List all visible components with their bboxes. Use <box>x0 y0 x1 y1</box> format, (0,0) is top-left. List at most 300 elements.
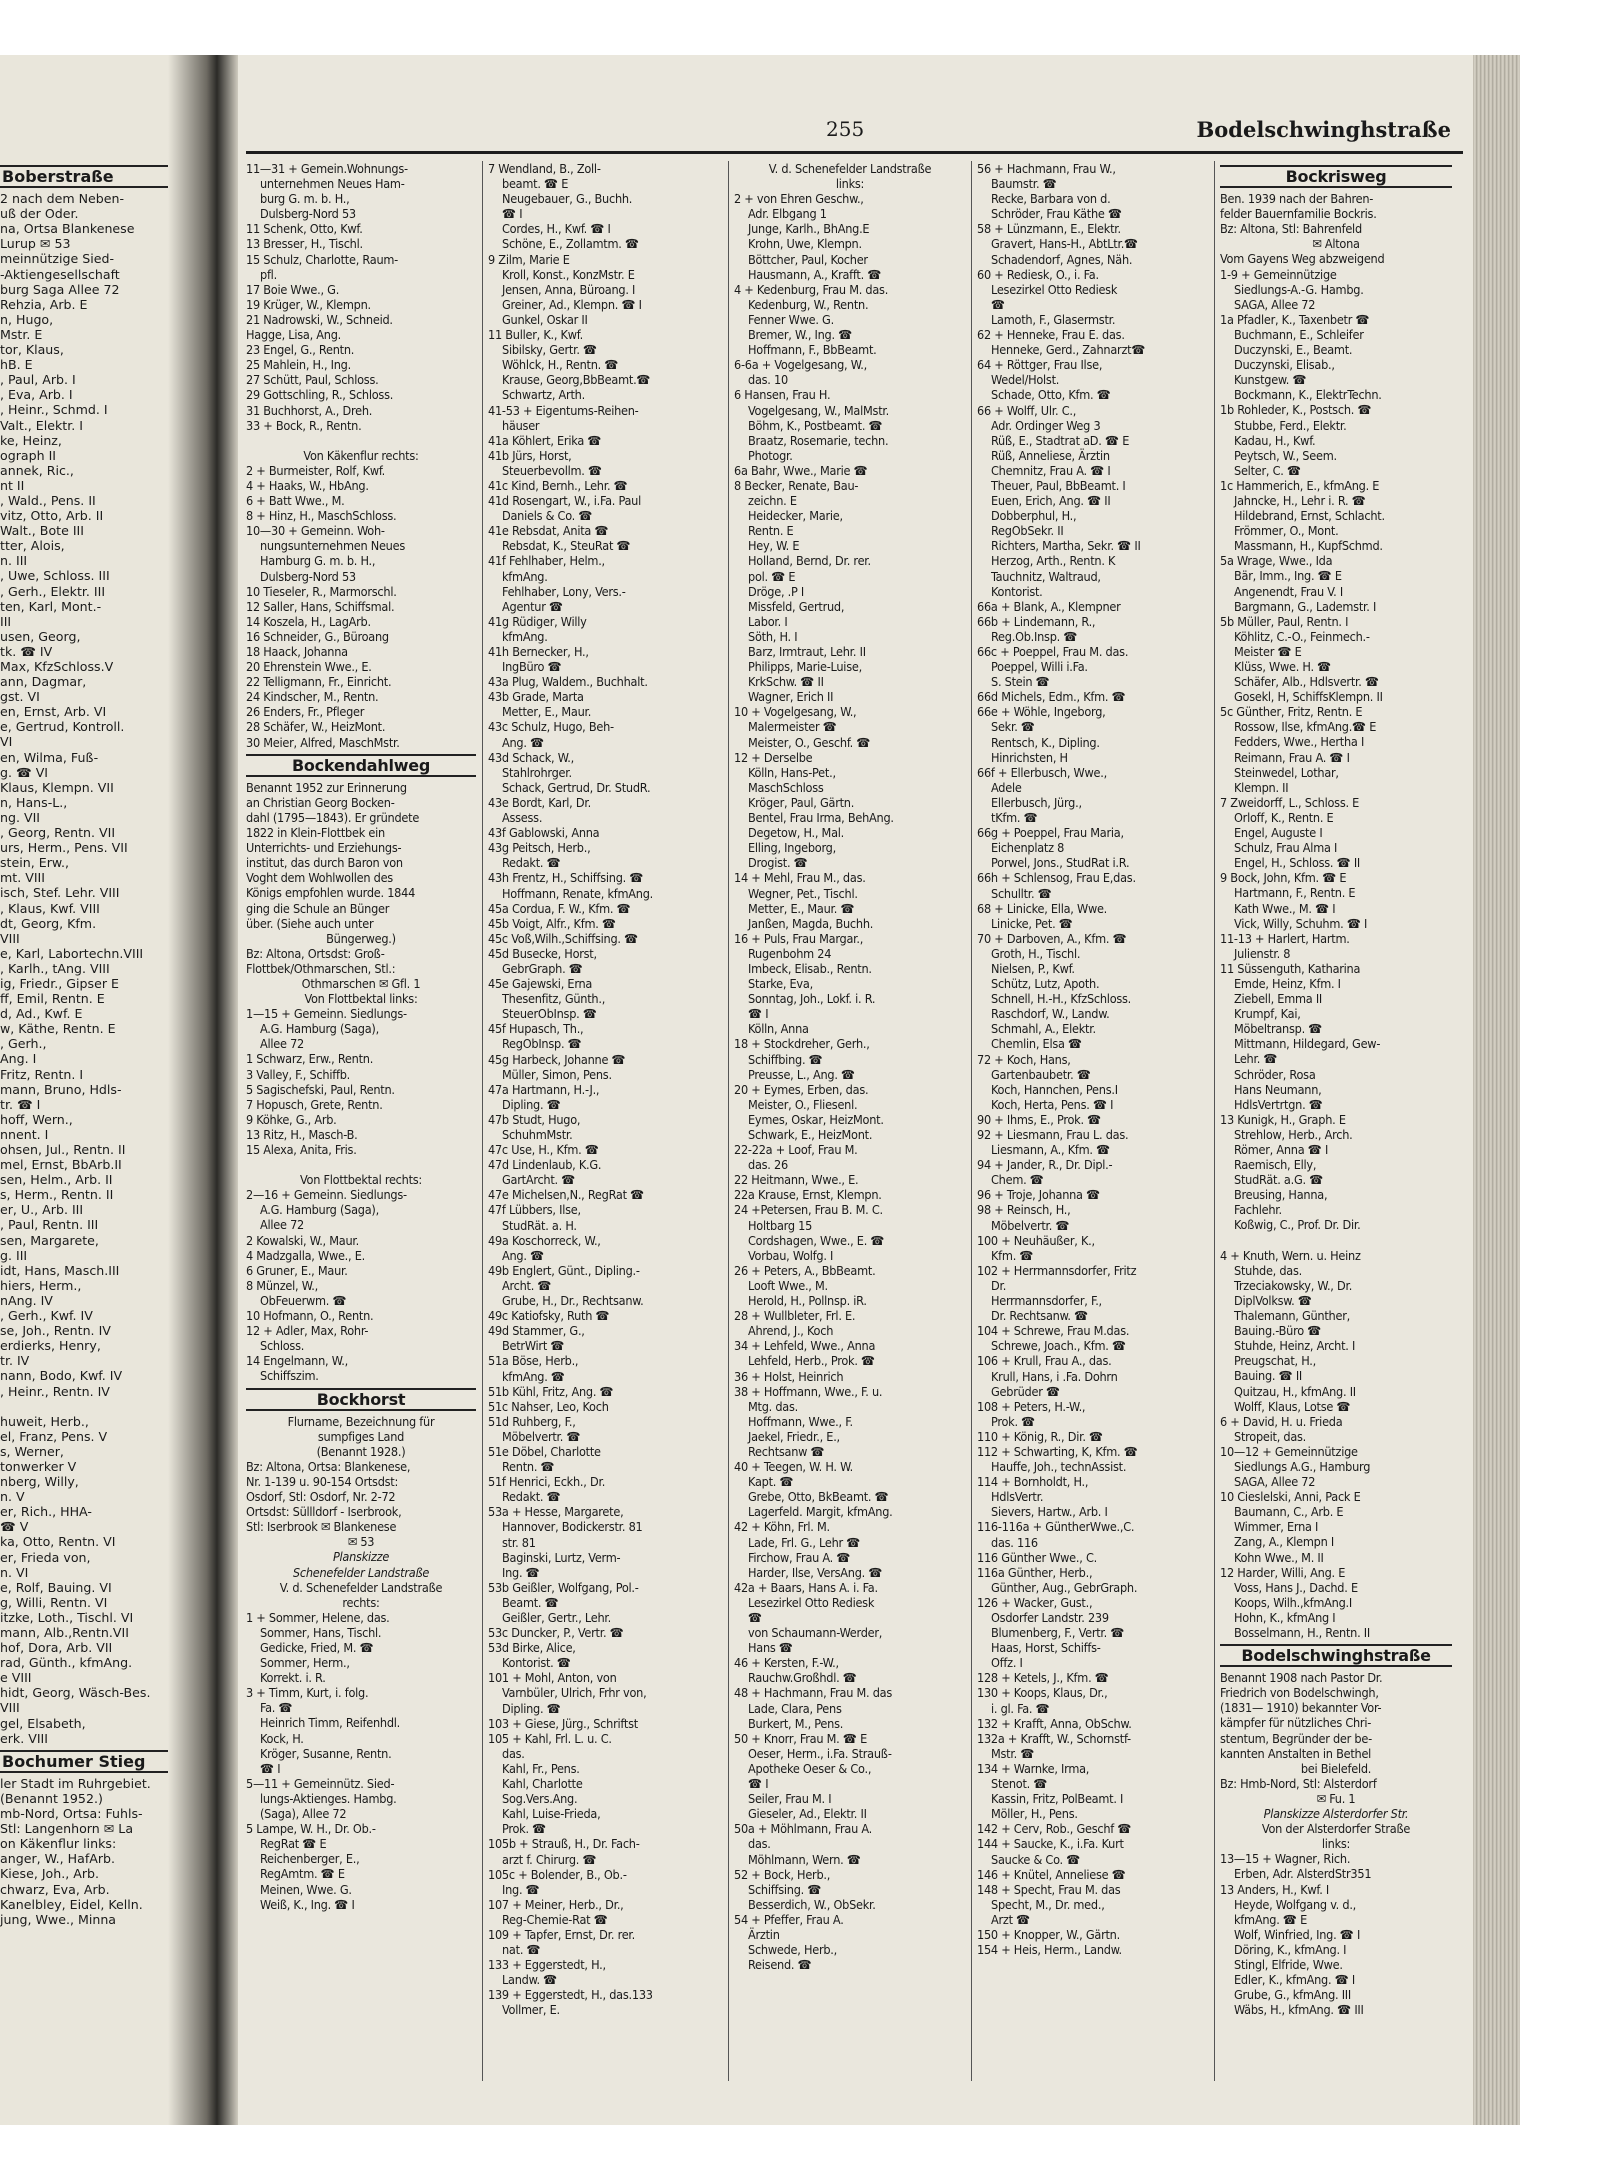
directory-line: Vollmer, E. <box>502 2002 560 2018</box>
directory-line: Mstr. ☎ <box>991 1745 1035 1761</box>
directory-line: Kanelbley, Eidel, Kelln. <box>0 1896 143 1912</box>
directory-line: 5b Müller, Paul, Rentn. I <box>1220 613 1349 629</box>
directory-line: 15 Schulz, Charlotte, Raum- <box>246 251 399 267</box>
directory-line: Lesezirkel Otto Rediesk <box>748 1594 875 1610</box>
directory-line: bei Bielefeld. <box>1300 1760 1372 1776</box>
directory-line: 5—11 + Gemeinnütz. Sied- <box>246 1775 395 1791</box>
directory-line: 18 Haack, Johanna <box>246 644 348 659</box>
directory-line: Adr. Elbgang 1 <box>748 206 827 222</box>
directory-line: uß der Oder. <box>0 206 79 222</box>
directory-line: 48 + Hachmann, Frau M. das <box>734 1685 893 1701</box>
directory-line: Metter, E., Maur. <box>502 704 592 720</box>
directory-line: 24 Kindscher, M., Rentn. <box>246 689 379 705</box>
directory-line: 42 + Köhn, Frl. M. <box>734 1519 830 1535</box>
directory-line: 3 Valley, F., Schiffb. <box>246 1066 350 1082</box>
directory-line: Möbeltransp. ☎ <box>1234 1021 1323 1037</box>
directory-line: 4 Madzgalla, Wwe., E. <box>246 1247 365 1263</box>
directory-line: 66a + Blank, A., Klempner <box>977 598 1121 614</box>
directory-line: Kassin, Fritz, PolBeamt. I <box>991 1791 1124 1807</box>
directory-line: 17 Boie Wwe., G. <box>246 281 340 297</box>
directory-line: Chemnitz, Frau A. ☎ I <box>991 462 1111 478</box>
directory-line <box>0 1399 170 1414</box>
directory-line: Kröger, Susanne, Rentn. <box>260 1745 392 1761</box>
directory-line: 49b Englert, Günt., Dipling.- <box>488 1262 640 1278</box>
directory-line: pol. ☎ E <box>748 568 796 584</box>
directory-line: jung, Wwe., Minna <box>0 1911 117 1927</box>
page-number: 255 <box>826 117 865 141</box>
directory-line: 15 Alexa, Anita, Fris. <box>246 1142 357 1157</box>
directory-line: links: <box>1321 1836 1351 1852</box>
directory-line: 1 + Sommer, Helene, das. <box>246 1609 390 1625</box>
directory-line: Theuer, Paul, BbBeamt. I <box>991 477 1126 493</box>
directory-line: chwarz, Eva, Arb. <box>0 1881 110 1897</box>
directory-line: g, Willi, Rentn. VI <box>0 1594 108 1610</box>
directory-line: 45g Harbeck, Johanne ☎ <box>488 1051 626 1067</box>
directory-line: 53b Geißler, Wolfgang, Pol.- <box>488 1579 639 1595</box>
directory-line: IngBüro ☎ <box>502 659 562 675</box>
directory-line: 58 + Lünzmann, E., Elektr. <box>977 221 1121 237</box>
directory-line: 2 + von Ehren Geschw., <box>734 191 864 207</box>
directory-line: Looft Wwe., M. <box>748 1277 828 1293</box>
directory-line: Ärztin <box>748 1926 780 1942</box>
directory-line: 20 Ehrenstein Wwe., E. <box>246 659 372 675</box>
directory-line: Vom Gayens Weg abzweigend <box>1220 251 1385 267</box>
directory-line: VI <box>0 734 13 750</box>
directory-line: Benannt 1952 zur Erinnerung <box>246 779 407 795</box>
directory-line: Jahncke, H., Lehr i. R. ☎ <box>1234 492 1366 508</box>
directory-line: 11 Buller, K., Kwf. <box>488 327 583 343</box>
directory-line: Liesmann, A., Kfm. ☎ <box>991 1142 1110 1158</box>
directory-line: Rossow, Ilse, kfmAng.☎ E <box>1234 719 1377 735</box>
directory-line: Ang. I <box>0 1051 37 1067</box>
directory-line: 104 + Schrewe, Frau M.das. <box>977 1323 1130 1339</box>
directory-line: 22 Telligmann, Fr., Einricht. <box>246 674 392 690</box>
directory-line: 107 + Meiner, Herb., Dr., <box>488 1896 624 1912</box>
directory-line: tk. ☎ IV <box>0 643 53 659</box>
directory-line: 51e Döbel, Charlotte <box>488 1443 601 1459</box>
directory-line: 64 + Röttger, Frau Ilse, <box>977 357 1103 373</box>
directory-line: 3 + Timm, Kurt, i. folg. <box>246 1685 369 1701</box>
directory-line: 43f Gablowski, Anna <box>488 825 600 841</box>
directory-line: HdlsVertrtgn. ☎ <box>1234 1096 1323 1112</box>
directory-line: Lehr. ☎ <box>1234 1051 1278 1067</box>
directory-column-3 <box>734 161 966 2081</box>
directory-line: V. d. Schenefelder Landstraße <box>768 161 932 176</box>
directory-line: Valt., Elektr. I <box>0 417 83 433</box>
directory-line: ☎ I <box>502 206 523 222</box>
directory-line: Archt. ☎ <box>502 1277 552 1293</box>
directory-line: 43c Schulz, Hugo, Beh- <box>488 719 614 735</box>
directory-line: über. (Siehe auch unter <box>246 915 374 931</box>
directory-line: n. VI <box>0 1564 29 1580</box>
directory-line: RegRat ☎ E <box>260 1836 327 1852</box>
directory-line: 72 + Koch, Hans, <box>977 1051 1071 1067</box>
directory-line: das. 10 <box>748 372 788 388</box>
directory-column-2 <box>488 161 723 2081</box>
directory-line: Linicke, Pet. ☎ <box>991 915 1073 931</box>
directory-line: 29 Gottschling, R., Schloss. <box>246 387 394 403</box>
directory-line: Tauchnitz, Waltraud, <box>991 568 1101 584</box>
directory-line: mann, Bruno, Hdls- <box>0 1081 122 1097</box>
directory-line: 98 + Reinsch, H., <box>977 1202 1071 1218</box>
directory-line: Recke, Barbara von d. <box>991 191 1111 207</box>
directory-line: Grube, H., Dr., Rechtsanw. <box>502 1293 644 1309</box>
directory-line: 7 Wendland, B., Zoll- <box>488 161 601 176</box>
directory-line: 66g + Poeppel, Frau Maria, <box>977 825 1124 841</box>
directory-line: Benannt 1908 nach Pastor Dr. <box>1220 1670 1383 1686</box>
directory-line: Schade, Otto, Kfm. ☎ <box>991 387 1111 403</box>
directory-line: Meister, O., Fliesenl. <box>748 1096 858 1112</box>
directory-line: Kölln, Anna <box>748 1021 809 1037</box>
directory-line: 45a Cordua, F. W., Kfm. ☎ <box>488 900 631 916</box>
directory-line: burg Saga Allee 72 <box>0 281 120 297</box>
directory-line: Hamburg G. m. b. H., <box>260 553 376 569</box>
directory-line: Nr. 1-139 u. 90-154 Ortsdst: <box>246 1473 399 1489</box>
directory-line: Dulsberg-Nord 53 <box>260 206 356 222</box>
directory-line: Schenefelder Landstraße <box>292 1564 430 1580</box>
directory-line: MaschSchloss <box>748 779 824 795</box>
directory-line: Baumstr. ☎ <box>991 176 1057 192</box>
directory-line: er, Rich., HHA- <box>0 1504 92 1520</box>
directory-line <box>1220 1233 1452 1248</box>
directory-line: Stuhde, Heinz, Archt. I <box>1234 1338 1356 1354</box>
directory-line: 16 Schneider, G., Büroang <box>246 628 389 644</box>
directory-line: Bargmann, G., Lademstr. I <box>1234 598 1377 614</box>
directory-line: 9 Zilm, Marie E <box>488 251 570 267</box>
directory-line: (1831— 1910) bekannter Vor- <box>1220 1700 1382 1716</box>
directory-line: Hey, W. E <box>748 538 800 554</box>
directory-line: 150 + Knopper, W., Gärtn. <box>977 1926 1120 1942</box>
directory-line: Korrekt. i. R. <box>260 1670 326 1686</box>
directory-line: Seiler, Frau M. I <box>748 1791 832 1807</box>
directory-line: on Käkenflur links: <box>0 1836 117 1852</box>
directory-line: 62 + Henneke, Frau E. das. <box>977 327 1125 343</box>
directory-line: Oeser, Herm., i.Fa. Strauß- <box>748 1745 892 1761</box>
directory-line: n. III <box>0 553 28 569</box>
directory-line: , Karlh., tAng. VIII <box>0 960 110 976</box>
directory-line: , Wald., Pens. II <box>0 492 96 508</box>
directory-line: Schulltr. ☎ <box>991 885 1052 901</box>
page-heading: Bodelschwinghstraße <box>1196 117 1451 142</box>
directory-line: Engel, H., Schloss. ☎ II <box>1234 855 1361 871</box>
directory-line: Gieseler, Ad., Elektr. II <box>748 1806 867 1822</box>
directory-line: Arzt ☎ <box>991 1911 1030 1927</box>
directory-line: tor, Klaus, <box>0 342 64 358</box>
directory-line: Schadendorf, Agnes, Näh. <box>991 251 1133 267</box>
directory-line: 5 Sagischefski, Paul, Rentn. <box>246 1081 395 1097</box>
directory-line: Saucke & Co. ☎ <box>991 1851 1081 1867</box>
directory-line: Kahl, Charlotte <box>502 1776 583 1792</box>
directory-line: Wolf, Winfried, Ing. ☎ I <box>1234 1926 1361 1942</box>
directory-line: Imbeck, Elisab., Rentn. <box>748 960 872 976</box>
directory-line: 108 + Peters, H.-W., <box>977 1398 1086 1414</box>
directory-line: 154 + Heis, Herm., Landw. <box>977 1942 1122 1958</box>
directory-line: Wolff, Klaus, Lotse ☎ <box>1234 1398 1351 1414</box>
directory-line: 116 Günther Wwe., C. <box>977 1549 1097 1565</box>
directory-line: Kfm. ☎ <box>991 1247 1034 1263</box>
directory-line: Koßwig, C., Prof. Dr. Dir. <box>1234 1217 1361 1233</box>
directory-line: , Eva, Arb. I <box>0 387 73 403</box>
directory-line: 47a Hartmann, H.-J., <box>488 1081 600 1097</box>
directory-line: Klempn. II <box>1234 779 1289 795</box>
directory-line: mt. VIII <box>0 870 45 886</box>
directory-line: Schiffsing. ☎ <box>748 1881 822 1897</box>
directory-line: tter, Alois, <box>0 538 65 554</box>
directory-line: 1-9 + Gemeinnützige <box>1220 266 1337 282</box>
directory-line: 6 Gruner, E., Maur. <box>246 1262 348 1278</box>
directory-line: Max, KfzSchloss.V <box>0 659 114 674</box>
directory-line: Dr. Rechtsanw. ☎ <box>991 1308 1088 1324</box>
directory-line: , Paul, Rentn. III <box>0 1217 99 1233</box>
directory-line: das. 116 <box>991 1534 1038 1550</box>
directory-line: SchuhmMstr. <box>502 1127 573 1142</box>
directory-line: Ahrend, J., Koch <box>748 1323 834 1339</box>
directory-line: Krull, Hans, i .Fa. Dohrn <box>991 1368 1118 1384</box>
directory-line: 132 + Krafft, Anna, ObSchw. <box>977 1715 1132 1731</box>
directory-line: 66 + Wolff, Ulr. C., <box>977 402 1077 418</box>
directory-line: Zang, A., Klempn I <box>1234 1534 1334 1550</box>
directory-line: d, Ad., Kwf. E <box>0 1006 83 1022</box>
directory-line: Stl: Langenhorn ✉ La <box>0 1821 134 1837</box>
directory-line: Fedders, Wwe., Hertha I <box>1234 734 1365 750</box>
directory-line: Kröger, Paul, Gärtn. <box>748 794 855 810</box>
directory-line: Von Käkenflur rechts: <box>303 447 419 463</box>
directory-line: SAGA, Allee 72 <box>1234 296 1316 312</box>
directory-line: en, Ernst, Arb. VI <box>0 704 107 720</box>
directory-line: s, Herm., Rentn. II <box>0 1187 114 1203</box>
directory-line: Grube, G., kfmAng. III <box>1234 1987 1351 2003</box>
directory-line: hoff, Wern., <box>0 1111 73 1127</box>
directory-line: Gebrüder ☎ <box>991 1383 1060 1399</box>
directory-line: RegObInsp. ☎ <box>502 1036 582 1052</box>
directory-line: Steinwedel, Lothar, <box>1234 764 1339 780</box>
directory-line: Degetow, H., Mal. <box>748 825 845 841</box>
directory-line: Burkert, M., Pens. <box>748 1715 844 1731</box>
directory-line: Bockmann, K., ElektrTechn. <box>1234 387 1382 403</box>
directory-line: Cordes, H., Kwf. ☎ I <box>502 221 611 237</box>
directory-line: 90 + Ihms, E., Prok. ☎ <box>977 1111 1101 1127</box>
directory-line: 27 Schütt, Paul, Schloss. <box>246 372 379 388</box>
directory-line: 38 + Hoffmann, Wwe., F. u. <box>734 1383 883 1399</box>
directory-line: hof, Dora, Arb. VII <box>0 1640 113 1656</box>
directory-line: na, Ortsa Blankenese <box>0 221 135 237</box>
directory-line: meinnützige Sied- <box>0 251 115 267</box>
directory-line: A.G. Hamburg (Saga), <box>260 1202 379 1218</box>
directory-line: Drogist. ☎ <box>748 855 808 871</box>
directory-line: 10 Cieslelski, Anni, Pack E <box>1220 1489 1361 1505</box>
directory-line: Adr. Ordinger Weg 3 <box>991 417 1101 433</box>
directory-line: 100 + Neuhäußer, K., <box>977 1232 1095 1248</box>
directory-line: 14 + Mehl, Frau M., das. <box>734 870 866 886</box>
directory-line: idt, Hans, Masch.III <box>0 1262 120 1278</box>
directory-line: 6 + David, H. u. Frieda <box>1220 1413 1343 1429</box>
directory-line: Othmarschen ✉ Gfl. 1 <box>301 975 421 991</box>
directory-line: links: <box>835 176 865 192</box>
directory-line: erdierks, Henry, <box>0 1338 101 1354</box>
directory-line: 51c Nahser, Leo, Koch <box>488 1398 609 1414</box>
directory-line: 132a + Krafft, W., Schornstf- <box>977 1730 1131 1746</box>
directory-line: BetrWirt ☎ <box>502 1338 565 1354</box>
directory-line: Hoffmann, Renate, kfmAng. <box>502 885 654 901</box>
directory-line: Böhm, K., Postbeamt. ☎ <box>748 417 883 433</box>
directory-line: 10 + Vogelgesang, W., <box>734 704 857 720</box>
directory-line: 49a Koschorreck, W., <box>488 1232 601 1248</box>
directory-line: Trzeciakowsky, W., Dr. <box>1234 1277 1353 1293</box>
directory-line: Lade, Frl. G., Lehr ☎ <box>748 1534 861 1550</box>
directory-line: Schack, Gertrud, Dr. StudR. <box>502 779 651 795</box>
directory-line: Frömmer, O., Mont. <box>1234 523 1339 539</box>
street-header: Bockendahlweg <box>246 754 476 777</box>
directory-line: das. <box>748 1836 771 1852</box>
directory-line: gst. VI <box>0 689 40 705</box>
directory-line: Unterrichts- und Erziehungs- <box>246 840 402 856</box>
directory-line: ✉ Altona <box>1312 236 1360 252</box>
directory-line: tonwerker V <box>0 1458 77 1474</box>
directory-line: 70 + Darboven, A., Kfm. ☎ <box>977 930 1127 946</box>
directory-line: Offz. I <box>991 1655 1023 1671</box>
directory-line: 5c Günther, Fritz, Rentn. E <box>1220 704 1363 720</box>
directory-column-5 <box>1220 161 1452 2081</box>
directory-line: itzke, Loth., Tischl. VI <box>0 1609 134 1625</box>
directory-line: kfmAng. <box>502 568 548 584</box>
directory-line: Breusing, Hanna, <box>1234 1187 1328 1203</box>
directory-line: Lehfeld, Herb., Prok. ☎ <box>748 1353 875 1369</box>
directory-line: 101 + Mohl, Anton, von <box>488 1670 617 1686</box>
directory-line: Baumann, C., Arb. E <box>1234 1504 1344 1520</box>
directory-line: Sommer, Hans, Tischl. <box>260 1624 382 1640</box>
directory-line: 51b Kühl, Fritz, Ang. ☎ <box>488 1383 614 1399</box>
directory-line: stein, Erw., <box>0 855 70 871</box>
directory-line: 110 + König, R., Dir. ☎ <box>977 1428 1103 1444</box>
directory-line: en, Wilma, Fuß- <box>0 749 99 765</box>
directory-line: 33 + Bock, R., Rentn. <box>246 417 362 433</box>
directory-line: 51f Henrici, Eckh., Dr. <box>488 1474 606 1490</box>
directory-line: kämpfer für nützliches Chri- <box>1220 1715 1372 1731</box>
directory-line: Quitzau, H., kfmAng. II <box>1234 1383 1356 1399</box>
directory-line: Siedlungs A.G., Hamburg <box>1234 1458 1371 1474</box>
directory-line: Reichenberger, E., <box>260 1851 360 1867</box>
directory-line: 1—15 + Gemeinn. Siedlungs- <box>246 1006 407 1022</box>
directory-line: Varnbüler, Ulrich, Frhr von, <box>502 1685 647 1701</box>
directory-line: Starke, Eva, <box>748 976 813 992</box>
directory-line: StudRät. a. H. <box>502 1217 577 1233</box>
directory-line: 13—15 + Wagner, Rich. <box>1220 1851 1351 1867</box>
directory-line: Angenendt, Frau V. I <box>1234 583 1343 599</box>
directory-line: V. d. Schenefelder Landstraße <box>279 1579 443 1595</box>
directory-line: Firchow, Frau A. ☎ <box>748 1549 851 1565</box>
directory-line: 12 Saller, Hans, Schiffsmal. <box>246 598 395 614</box>
directory-line: Lesezirkel Otto Rediesk <box>991 281 1118 297</box>
directory-line: Reg.Ob.Insp. ☎ <box>991 628 1078 644</box>
directory-line: Meister, O., Geschf. ☎ <box>748 734 871 750</box>
directory-line: Haas, Horst, Schiffs- <box>991 1640 1101 1656</box>
directory-line: Schrewe, Joach., Kfm. ☎ <box>991 1338 1126 1354</box>
directory-line: 22a Krause, Ernst, Klempn. <box>734 1187 882 1203</box>
directory-line: gel, Elsabeth, <box>0 1715 86 1731</box>
directory-line: 68 + Linicke, Ella, Wwe. <box>977 900 1108 916</box>
directory-line: 4 + Haaks, W., HbAng. <box>246 477 369 493</box>
directory-line: SAGA, Allee 72 <box>1234 1474 1316 1490</box>
directory-line: Osdorf, Stl: Osdorf, Nr. 2-72 <box>246 1489 396 1505</box>
directory-line: 22 Heitmann, Wwe., E. <box>734 1172 859 1188</box>
directory-line: Kapt. ☎ <box>748 1474 794 1490</box>
directory-line: Ellerbusch, Jürg., <box>991 794 1082 810</box>
directory-line: 114 + Bornholdt, H., <box>977 1474 1089 1490</box>
directory-line: Greiner, Ad., Klempn. ☎ I <box>502 296 642 312</box>
directory-line: sumpfiges Land <box>317 1428 405 1444</box>
directory-line: Specht, M., Dr. med., <box>991 1896 1105 1912</box>
directory-line: , Heinr., Rentn. IV <box>0 1383 110 1399</box>
directory-line: Elling, Ingeborg, <box>748 840 836 856</box>
directory-line: nAng. IV <box>0 1292 53 1308</box>
directory-line: Ing. ☎ <box>502 1564 540 1580</box>
directory-line: A.G. Hamburg (Saga), <box>260 1021 379 1037</box>
directory-line: Hagge, Lisa, Ang. <box>246 327 341 343</box>
directory-line: Mtg. das. <box>748 1398 798 1414</box>
directory-line: Fa. ☎ <box>260 1700 293 1716</box>
directory-line: S. Stein ☎ <box>991 674 1050 690</box>
directory-line: Bauing.-Büro ☎ <box>1234 1323 1322 1339</box>
directory-line: kfmAng. ☎ <box>502 1368 565 1384</box>
directory-line: Heyde, Wolfgang v. d., <box>1234 1896 1357 1912</box>
directory-line: 50a + Möhlmann, Frau A. <box>734 1821 872 1837</box>
directory-line: 52 + Bock, Herb., <box>734 1866 831 1882</box>
directory-line: 60 + Rediesk, O., i. Fa. <box>977 266 1099 282</box>
directory-line: er, U., Arb. III <box>0 1202 84 1218</box>
directory-line: Gravert, Hans-H., AbtLtr.☎ <box>991 236 1138 252</box>
directory-line: 56 + Hachmann, Frau W., <box>977 161 1116 176</box>
directory-line: 41g Rüdiger, Willy <box>488 613 587 629</box>
directory-line: Klüss, Wwe. H. ☎ <box>1234 659 1332 674</box>
directory-line: Müller, Simon, Pens. <box>502 1066 612 1082</box>
directory-line: Vogelgesang, W., MalMstr. <box>748 402 889 418</box>
directory-line: (Saga), Allee 72 <box>260 1806 347 1822</box>
directory-line: dahl (1795—1843). Er gründete <box>246 809 420 825</box>
directory-line: Hans ☎ <box>748 1640 793 1656</box>
directory-line: Herzog, Arth., Rentn. K <box>991 553 1116 569</box>
directory-line: Rüß, E., Stadtrat aD. ☎ E <box>991 432 1130 448</box>
directory-line: Kroll, Konst., KonzMstr. E <box>502 266 635 282</box>
directory-line: Hausmann, A., Krafft. ☎ <box>748 266 882 282</box>
directory-line: 45e Gajewski, Erna <box>488 976 593 992</box>
directory-line: 146 + Knütel, Anneliese ☎ <box>977 1866 1126 1882</box>
directory-line: von Schaumann-Werder, <box>748 1625 883 1641</box>
directory-line: Hinrichsten, H <box>991 749 1068 765</box>
directory-line: Cordshagen, Wwe., E. ☎ <box>748 1232 885 1248</box>
directory-line: Ben. 1939 nach der Bahren- <box>1220 191 1374 207</box>
directory-line: 5 Lampe, W. H., Dr. Ob.- <box>246 1821 376 1837</box>
directory-line: das. <box>502 1745 525 1761</box>
directory-line: Schloss. <box>260 1338 305 1354</box>
directory-line: Junge, Karlh., BhAng.E <box>748 221 870 237</box>
directory-line: Geißler, Gertr., Lehr. <box>502 1610 611 1625</box>
directory-line: 43b Grade, Marta <box>488 689 584 705</box>
directory-line: 16 + Puls, Frau Margar., <box>734 930 864 946</box>
directory-line: VIII <box>0 930 20 946</box>
directory-line: Herold, H., Pollnsp. iR. <box>748 1293 867 1309</box>
directory-line: Ortsdst: Süllldorf - Iserbrook, <box>246 1504 402 1520</box>
directory-line: 47f Lübbers, Ilse, <box>488 1202 581 1218</box>
directory-line: 11—31 + Gemein.Wohnungs- <box>246 161 408 176</box>
header-rule <box>246 151 1463 154</box>
directory-line: Fritz, Rentn. I <box>0 1066 84 1082</box>
directory-line: 13 Kunigk, H., Graph. E <box>1220 1111 1346 1127</box>
directory-line: Böttcher, Paul, Kocher <box>748 251 868 267</box>
directory-line: 53a + Hesse, Margarete, <box>488 1504 624 1520</box>
directory-line: Fachlehr. <box>1234 1202 1282 1218</box>
directory-line: Porwel, Jons., StudRat i.R. <box>991 855 1130 871</box>
directory-line: 103 + Giese, Jürg., Schriftst <box>488 1715 638 1731</box>
